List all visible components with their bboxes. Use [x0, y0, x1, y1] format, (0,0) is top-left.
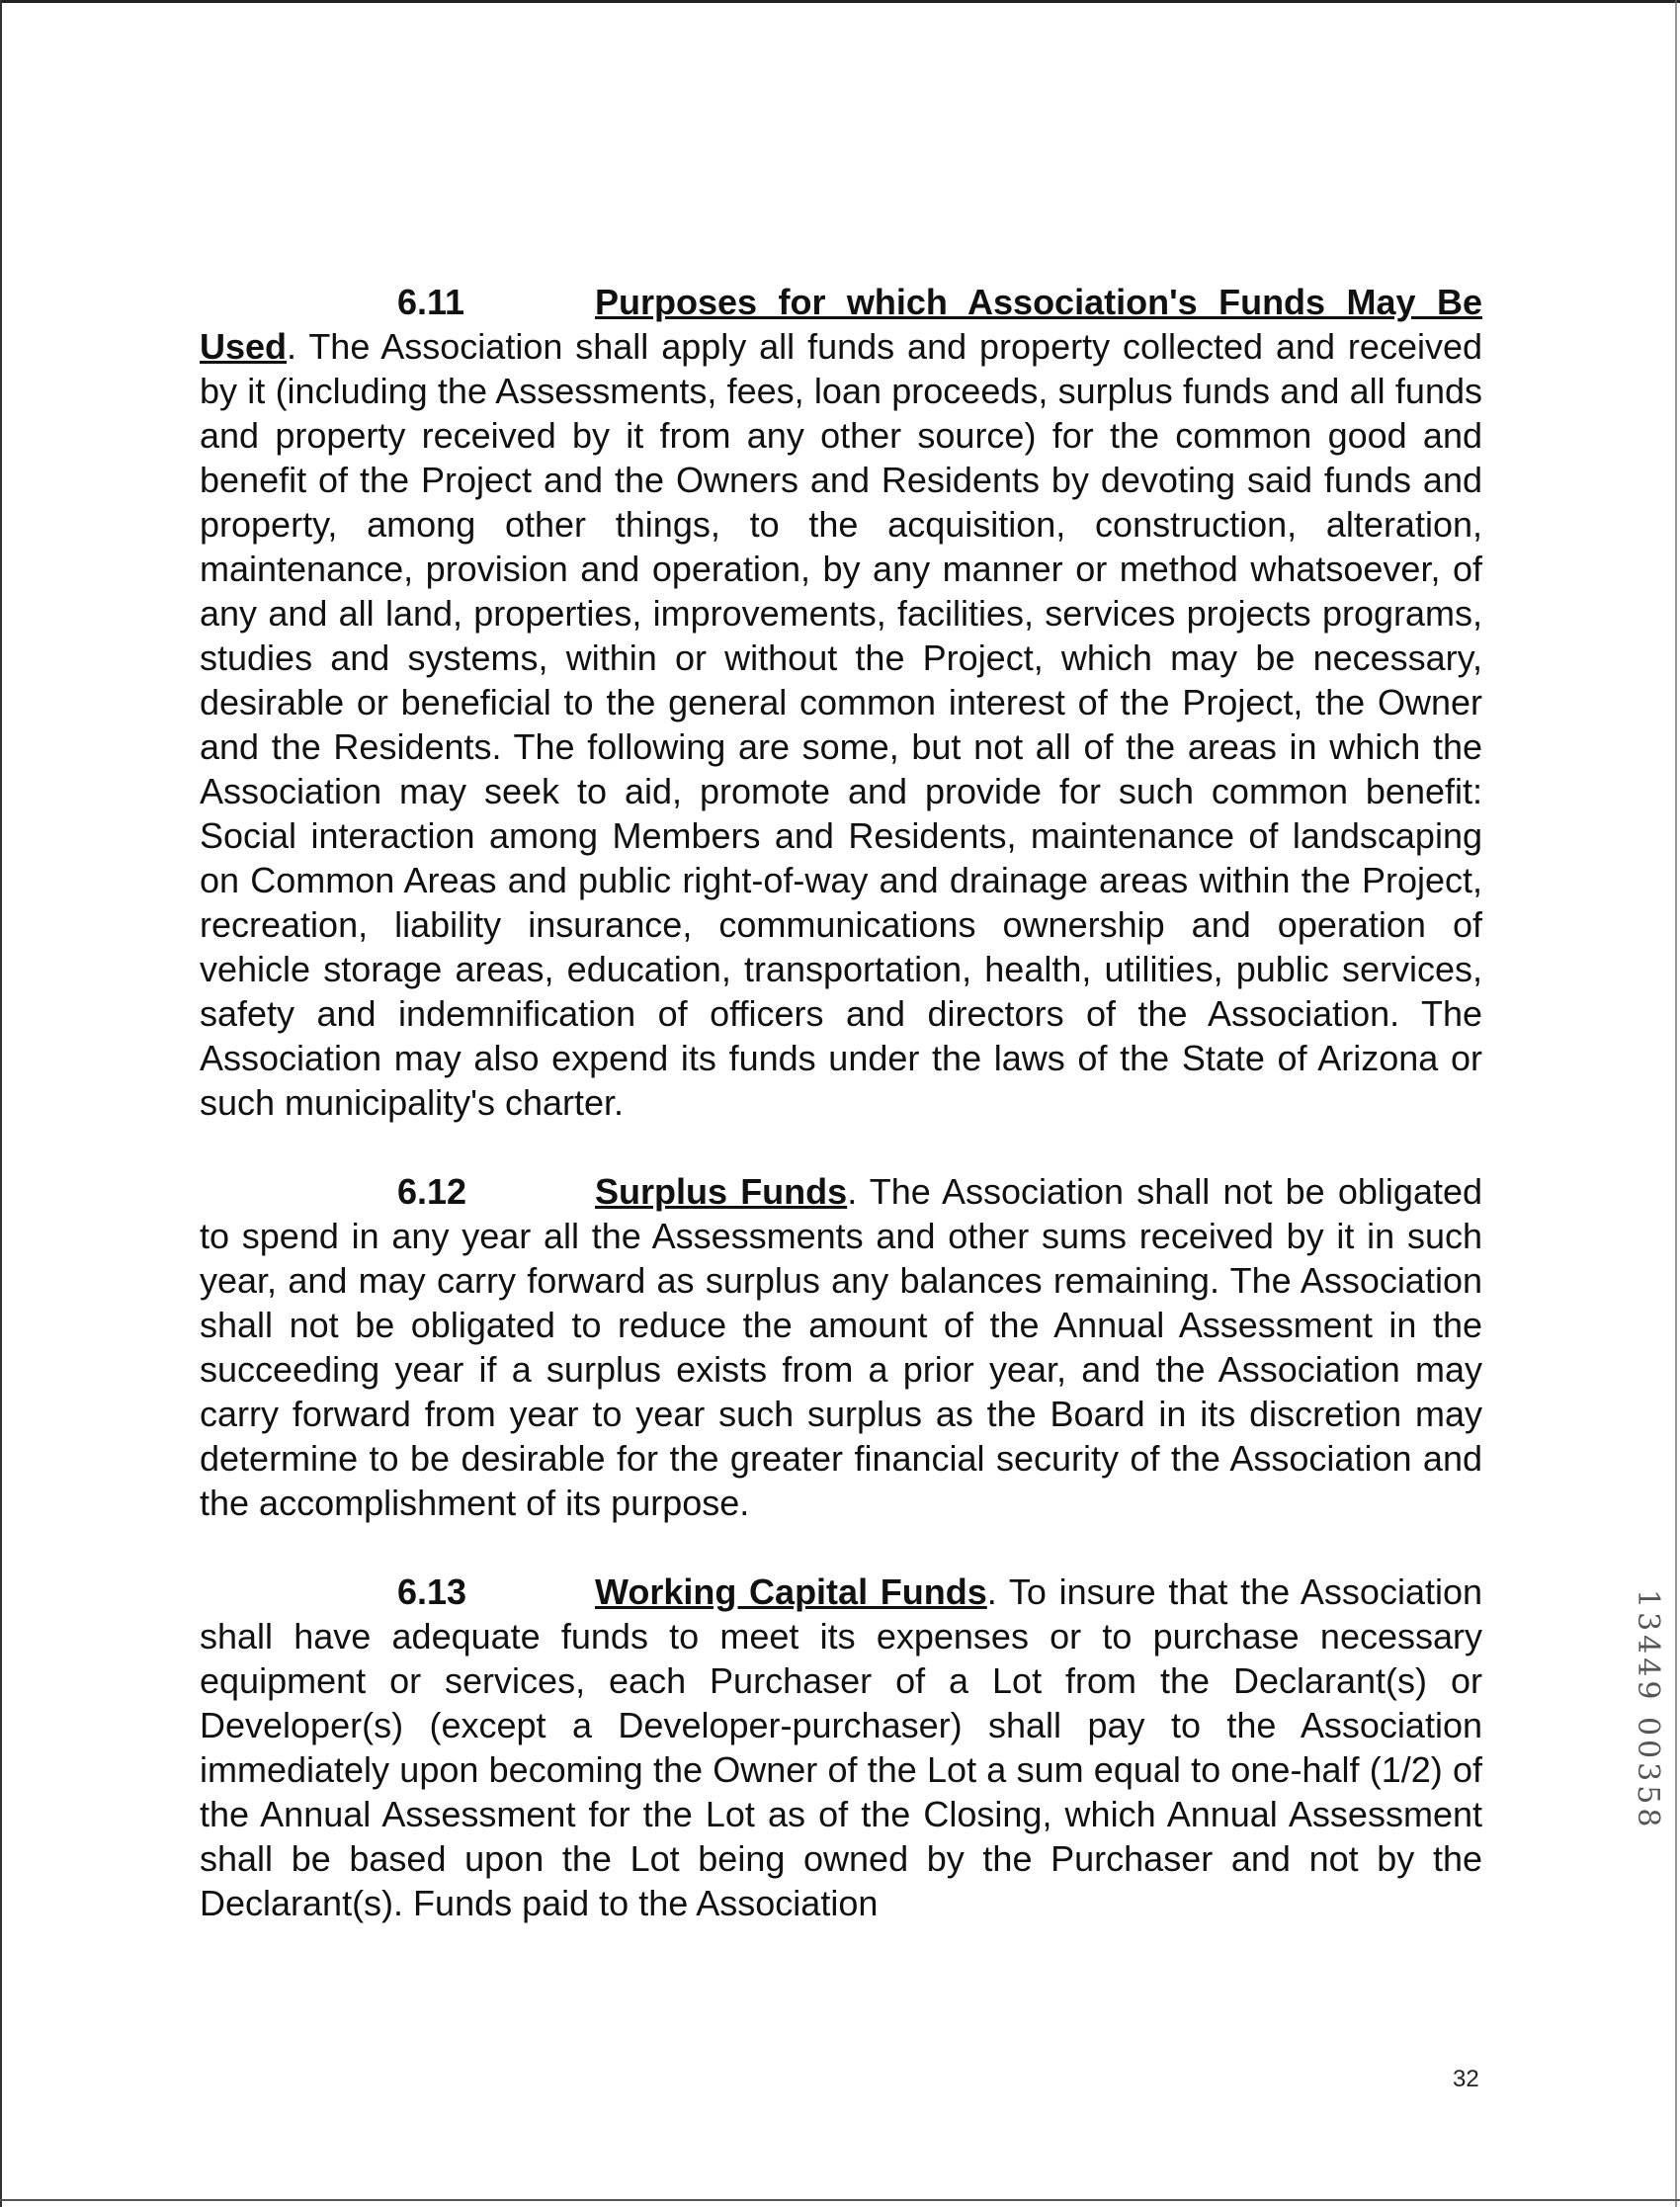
section-6-12: [200, 1169, 1482, 1525]
heading-period: .: [287, 326, 297, 367]
section-6-11: [200, 280, 1482, 1125]
scan-edge-right: [1675, 0, 1677, 2207]
heading-period: .: [986, 1571, 997, 1612]
heading-period: .: [847, 1171, 858, 1212]
section-number: 6.13: [397, 1571, 467, 1612]
scan-edge-top: [0, 0, 1680, 3]
section-number: 6.12: [397, 1171, 467, 1212]
page-number: 32: [1453, 2066, 1479, 2092]
section-text: To insure that the Association shall have adequate funds to meet its expenses or to purchase necessary equipment or services, each Purchaser of a Lot from the Declarant(s) or Developer(s) (except a Developer-purchaser) shall pay to the Association immediately upon becoming the Owner of the Lot a sum equal to one-half (1/2) of the Annual Assessment for the Lot as of the Closing, which Annual Assessment shall be based upon the Lot being owned by the Purchaser and not by the Declarant(s). Funds paid to the Association: [200, 1571, 1483, 1923]
scan-edge-bottom: [0, 2199, 1680, 2201]
section-number: 6.11: [397, 282, 465, 322]
section-6-13: [200, 1570, 1482, 1925]
scan-edge-left: [0, 0, 2, 2207]
section-heading: Surplus Funds: [595, 1171, 848, 1212]
recording-stamp: 13449 00358: [1631, 1589, 1665, 1831]
section-heading: Working Capital Funds: [595, 1571, 987, 1612]
section-text: The Association shall not be obligated to spend in any year all the Assessments and other sums received by it in such year, and may carry forward as surplus any balances remaining. The Association shall not be obligated to reduce the amount of the Annual Assessment in the succeeding year if a surplus exists from a prior year, and the Association may carry forward from year to year such surplus as the Board in its discretion may determine to be desirable for the greater financial security of the Association and the accomplishment of its purpose.: [200, 1171, 1483, 1523]
document-body: [200, 280, 1482, 1970]
section-text: The Association shall apply all funds and property collected and received by it (including the Assessments, fees, loan proceeds, surplus funds and all funds and property received by it from any other source) for the common good and benefit of the Project and the Owners and Residents by devoting said funds and property, among other things, to the acquisition, construction, alteration, maintenance, provision and operation, by any manner or method whatsoever, of any and all land, properties, improvements, facilities, services projects programs, studies and systems, within or without the Project, which may be necessary, desirable or beneficial to the general common interest of the Project, the Owner and the Residents. The following are some, but not all of the areas in which the Association may seek to aid, promote and provide for such common benefit: Social interaction among Members and Residents, maintenance of landscaping on Common Areas and public right-of-way and drainage areas within the Project, recreation, liability insurance, communications ownership and operation of vehicle storage areas, education, transportation, health, utilities, public services, safety and indemnification of officers and directors of the Association. The Association may also expend its funds under the laws of the State of Arizona or such municipality's charter.: [200, 326, 1483, 1123]
section-heading: Purposes for which Association's Funds May Be Used: [200, 282, 1482, 367]
